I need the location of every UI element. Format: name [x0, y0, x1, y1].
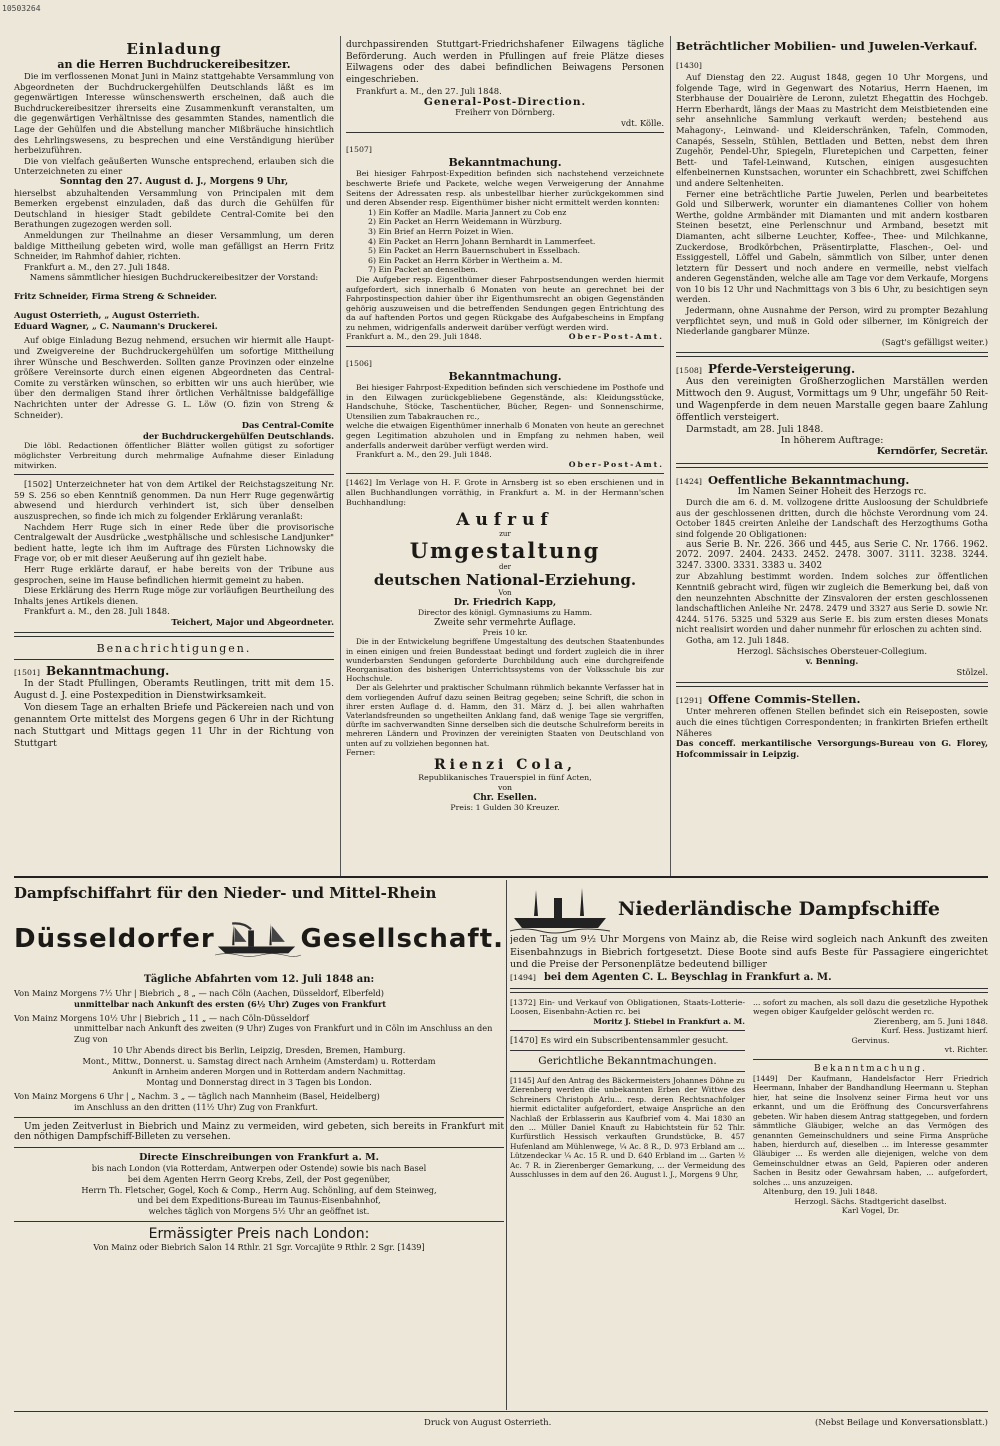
book-price: Preis 10 kr.	[482, 627, 528, 637]
ad-1502-text: Nachdem Herr Ruge sich in einer Rede über die provisorische Centralgewalt der Ausdrücke „westphälische und schlesische Landjunker" bedient hatte, legte ich ihm im Auftrage des Fürsten Lichnowsky die Frage vor, ob er mit dieser Aeußerung auf ihn gezielt habe.	[14, 521, 334, 564]
column-3	[676, 40, 988, 878]
ad-title: Bekanntmachung.	[448, 370, 562, 384]
steamship-ad-right	[510, 880, 988, 1410]
place-date: Frankfurt a. M., den 28. Juli 1848.	[24, 606, 170, 617]
divider	[510, 1050, 745, 1051]
ad-title: Bekanntmachung.	[814, 1064, 927, 1075]
ad-1502-text: Diese Erklärung des Herrn Ruge möge zur vorläufigen Beurtheilung des Inhalts jenes Artikels dienen.	[14, 585, 334, 606]
ad-1145-text: [1145] Auf den Antrag des Bäckermeisters Johannes Döhne zu Zierenberg werden die unbekannten Erben der Wittwe des Schreiners Christoph Arlu... resp. deren Rechtsnachfolger hiermit edictaliter aufgefordert, etwaige Ansprüche an den Nachlaß der Erblasserin aus Kaufbrief vom 4. Mai 1830 an den ... Müller Daniel Knauft zu Habichtstein für 52 Thlr. Kurfürstlich Hessisch verkauften Grundstücke, B. 457 Hufenland am Mühlenwege, ¼ Ac. 8 R., D. 973 Erbland am ... Lützendeckar ¼ Ac. 15 R. und D. 640 Erbland im ... Garten ½ Ac. 7 R. in Zierenberger Gemarkung, ... der Vermeidung des Ausschlusses in dem auf den 26. August l. J., Morgens 9 Uhr,	[510, 1075, 745, 1179]
ad-subtitle: Tägliche Abfahrten vom 12. Juli 1848 an:	[143, 974, 375, 985]
book-title-small: zur	[499, 530, 511, 539]
signature: Ober-Post-Amt.	[568, 332, 664, 342]
book-edition: Zweite sehr vermehrte Auflage.	[434, 617, 576, 628]
list-item: 4) Ein Packet an Herrn Johann Bernhardt in Lammerfeet.	[368, 236, 596, 246]
einladung-body: Anmeldungen zur Theilnahme an dieser Versammlung, um deren baldige Mittheilung gebeten wird, wolle man gefälligst an Herrn Fritz Schneider, im Rahmhof dahier, richten.	[14, 229, 334, 262]
section-divider	[14, 876, 988, 878]
book-subtitle: Republikanisches Trauerspiel in fünf Acten,	[418, 773, 592, 783]
list-item: 5) Ein Packet an Herrn Bauernschubert in Esselbach.	[368, 246, 580, 256]
signature: Eduard Wagner, „ C. Naumann's Druckerei.	[14, 320, 218, 331]
signature: vt. Richter.	[944, 1045, 988, 1055]
ad-agent: bei dem Agenten C. L. Beyschlag in Frankfurt a. M.	[543, 971, 832, 983]
continued-text: durchpassirenden Stuttgart-Friedrichshafener Eilwagens tägliche Beförderung. Auch werden in Pfullingen auf freie Plätze dieses Eilwagens oder des dabei befindlichen Beiwagens Personen eingeschrieben.	[346, 40, 664, 85]
signature: Das Central-Comite	[241, 420, 334, 431]
ad-1507-text: Bei hiesiger Fahrpost-Expedition befinden sich nachstehend verzeichnete beschwerte Briefe und Packete, welche wegen Verweigerung der Annahme Seitens der Adressaten resp. als unbestellbar hierher zurückgekommen sind und deren Absender resp. Eigenthümer bisher nicht ermittelt werden konnten:	[346, 169, 664, 208]
book-desc: Der als Gelehrter und praktischer Schulmann rühmlich bekannte Verfasser hat in dem vorliegenden Aufruf dazu seinen Beitrag gegeben; seine Schrift, die schon in ihrer ersten Auflage d. d. Hamm, den 31. März d. J. bei allen wahrhaften Vaterlandsfreunden so ungetheilten Anklang fand, daß wenige Tage sie vergriffen, dürfte im sachverwandten Sinne derselben sich die deutsche Schulreform bereits in mehreren Ländern und Provinzen der vereinigten Staaten von Deutschland von unten auf zu vollziehen begonnen hat.	[346, 683, 664, 748]
ad-number: [1291]	[676, 696, 702, 706]
printer-line: Druck von August Osterrieth.	[424, 1418, 552, 1428]
column-1	[14, 40, 334, 878]
book-author-role: Director des königl. Gymnasiums zu Hamm.	[417, 608, 593, 618]
timetable-row: unmittelbar nach Ankunft des ersten (6½ Uhr) Zuges von Frankfurt	[74, 998, 387, 1009]
signature: vdt. Kölle.	[621, 117, 664, 128]
book-title: deutschen National-Erziehung.	[373, 571, 637, 590]
ad-note: Um jeden Zeitverlust in Biebrich und Mainz zu vermeiden, wird gebeten, sich bereits in Frankfurt mit den nöthigen Dampfschiff-Billeten zu versehen.	[14, 1121, 504, 1143]
ad-big-title: Düsseldorfer	[14, 924, 215, 954]
ad-number: [1494]	[510, 972, 536, 982]
steamship-ad-left	[14, 880, 504, 1410]
signature: Stölzel.	[956, 666, 988, 677]
signature: Moritz J. Stiebel in Frankfurt a. M.	[593, 1016, 745, 1026]
ad-text: ... sofort zu machen, als soll dazu die gesetzliche Hypothek wegen obiger Kaufgelder gelöscht werden rc.	[753, 997, 988, 1017]
signature: August Osterrieth, „ August Osterrieth.	[14, 310, 200, 321]
timetable-row: Montag und Donnerstag direct in 3 Tagen bis London.	[146, 1077, 372, 1088]
book-title-small: der	[499, 563, 511, 572]
einladung-date: Sonntag den 27. August d. J., Morgens 9 Uhr,	[59, 176, 289, 187]
book-author: Dr. Friedrich Kapp,	[453, 597, 557, 609]
book-title: Rienzi Cola,	[434, 757, 576, 774]
timetable-row: Von Mainz Morgens 6 Uhr | „ Nachm. 3 „ — täglich nach Mannheim (Basel, Heidelberg)	[14, 1091, 380, 1102]
ad-heading: Dampfschiffahrt für den Nieder- und Mittel-Rhein	[14, 884, 437, 902]
timetable-row: Von Mainz Morgens 10½ Uhr | Biebrich „ 11 „ — nach Cöln-Düsseldorf	[14, 1012, 309, 1023]
signature: v. Benning.	[805, 656, 859, 667]
divider	[510, 1030, 745, 1031]
divider	[510, 988, 988, 993]
ad-price-title: Ermässigter Preis nach London:	[148, 1225, 370, 1242]
timetable-row: Von Mainz Morgens 7½ Uhr | Biebrich „ 8 „ — nach Cöln (Aachen, Düsseldorf, Elberfeld)	[14, 988, 384, 998]
divider	[346, 132, 664, 133]
signature: der Buchdruckergehülfen Deutschlands.	[143, 430, 334, 441]
book-desc: Die in der Entwickelung begriffene Umgestaltung des deutschen Staatenbundes in einen einigen und freien Bundesstaat bedingt und fordert zugleich die in ihrer wunderbarsten Sendungen geforderte Durchbildung auch eine durchgreifende Reorganisation des bisherigen Unterrichtssystems von der Volksschule bis zur Hochschule.	[346, 637, 664, 684]
timetable-row: unmittelbar nach Ankunft des zweiten (9 Uhr) Zuges von Frankfurt und in Cöln im Anschluss an den Zug von	[74, 1023, 493, 1045]
column-2	[346, 40, 664, 878]
book-author: Chr. Esellen.	[473, 792, 537, 803]
place-date: Darmstadt, am 28. Juli 1848.	[686, 424, 824, 436]
ad-1424-text: zur Abzahlung bestimmt worden. Indem solches zur öffentlichen Kenntniß gebracht wird, fügen wir zugleich die Bemerkung bei, daß von den neunzehnten Abschnitte der Zinsvaloren der ersten geschlossenen landschaftlichen Anleihe Nr. 2478. 2479 und 3327 aus Serie D. sowie Nr. 4244. 5176. 5325 und 5329 aus Serie E. bis zum ersten dieses Monats nicht realisirt worden und daher nunmehr für erloschen zu achten sind.	[676, 571, 988, 635]
divider	[14, 1117, 504, 1118]
ad-1430-text: Ferner eine beträchtliche Partie Juwelen, Perlen und bearbeitetes Gold und Silberwerk, worunter ein diamantenes Collier von hohem Werthe, goldne Armbänder mit Diamanten und mit andern kostbaren Steinen besetzt, eine Perlenschnur und Armband, besetzt mit Diamanten, acht silberne Leuchter, Koffee-, Thee- und Milchkanne, Zuckerdose, Brodkörbchen, Präsentirplatte, Flaschen-, Oel- und Essiggestell, Löffel und Gabeln, sämmtlich von Silber, unter denen letztern für Dessert und noch andere en vermeille, nebst vielfach anderen Gegenständen, welche alle am Tage vor dem Verkaufe, Morgens von 10 bis 12 Uhr und Nachmittags von 3 bis 6 Uhr, zu besichtigen seyn werden.	[676, 188, 988, 305]
ad-1424-text: Im Namen Seiner Hoheit des Herzogs rc.	[737, 486, 927, 497]
einladung-body: Die von vielfach geäußerten Wunsche entsprechend, erlauben sich die Unterzeichneten zu einer	[14, 155, 334, 177]
divider	[346, 473, 664, 474]
timetable-row: 10 Uhr Abends direct bis Berlin, Leipzig, Dresden, Bremen, Hamburg.	[112, 1044, 406, 1055]
divider	[676, 352, 988, 357]
ad-1502-text: Herr Ruge erklärte darauf, er habe bereits von der Tribune aus gesprochen, seine im Hause befindlichen hiermit gemeint zu haben.	[14, 563, 334, 585]
list-item: 2) Ein Packet an Herrn Weidemann in Würzburg.	[368, 217, 562, 227]
place-date: Frankfurt a. M., den 27. Juli 1848.	[24, 261, 170, 272]
ad-title: Pferde-Versteigerung.	[707, 362, 856, 377]
book-title: Aufruf	[456, 510, 554, 531]
place-date: Frankfurt a. M., den 29. Juli 1848.	[356, 450, 492, 460]
ad-line: bei dem Agenten Herrn Georg Krebs, Zeil, der Post gegenüber,	[127, 1173, 391, 1184]
ad-line: bis nach London (via Rotterdam, Antwerpen oder Ostende) sowie bis nach Basel	[91, 1162, 427, 1173]
divider	[14, 659, 334, 660]
ad-1506-text: welche die etwaigen Eigenthümer innerhalb 6 Monaten von heute an gerechnet gegen Legitimation abzuholen und in Empfang zu nehmen haben, weil anderfalls anderweit darüber verfügt werden wird.	[346, 421, 664, 450]
signature: Teichert, Major und Abgeordneter.	[171, 616, 334, 627]
ad-title: Bekanntmachung.	[448, 156, 562, 170]
bottom-ads	[14, 880, 988, 1410]
divider	[14, 632, 334, 637]
ad-number: [1424]	[676, 476, 702, 486]
footer-rule	[14, 1411, 988, 1412]
place-date: Zierenberg, am 5. Juni 1848.	[873, 1016, 988, 1026]
divider	[14, 1147, 504, 1148]
place-date: Frankfurt a. M., den 29. Juli 1848.	[346, 332, 482, 342]
book-title-small: Von	[498, 589, 512, 598]
ad-1424-text: Durch die am 6. d. M. vollzogene dritte Ausloosung der Schuldbriefe aus der geschlossenen dritten, durch die höchste Verordnung vom 24. October 1845 creirten Anleihe der Landschaft des Herzogthums Gotha sind folgende 20 Obligationen:	[676, 497, 988, 539]
column-rule	[340, 36, 341, 878]
ad-1508-text: Aus den vereinigten Großherzoglichen Marställen werden Mittwoch den 9. August, Vormittags um 9 Uhr, ungefähr 50 Reit- und Wagenpferde in dem neuen Marstalle gegen baare Zahlung öffentlich versteigert.	[676, 376, 988, 424]
ad-heading: Niederländische Dampfschiffe	[618, 898, 941, 920]
ad-number: [1430]	[676, 61, 702, 70]
ad-number: [1507]	[346, 145, 372, 155]
ad-1462-text: [1462] Im Verlage von H. F. Grote in Arnsberg ist so eben erschienen und in allen Buchhandlungen vorräthig, in Frankfurt a. M. in der Hermann'schen Buchhandlung:	[346, 478, 664, 507]
book-price: Preis: 1 Gulden 30 Kreuzer.	[450, 802, 560, 812]
signature: Gervinus.	[851, 1035, 890, 1045]
ad-subheading: Directe Einschreibungen von Frankfurt a. M.	[139, 1151, 379, 1163]
ad-1501-text: In der Stadt Pfullingen, Oberamts Reutlingen, tritt mit dem 15. August d. J. eine Postexpedition in Dienstwirksamkeit.	[14, 678, 334, 702]
ad-big-title: Gesellschaft.	[300, 924, 504, 954]
column-rule	[670, 36, 671, 878]
steamship-icon	[510, 884, 610, 934]
book-ferner: Ferner:	[346, 747, 376, 757]
timetable-row: Ankunft in Arnheim anderen Morgen und in Rotterdam andern Nachmittag.	[112, 1066, 406, 1076]
ad-line: Herrn Th. Fletscher, Gogel, Koch & Comp., Herrn Aug. Schönling, auf dem Steinweg,	[81, 1184, 437, 1195]
ad-number: [1506]	[346, 359, 372, 369]
ad-1507-text: Die Aufgeber resp. Eigenthümer dieser Fahrpostsendungen werden hiermit aufgefordert, sich innerhalb 6 Monaten von heute an gerechnet bei der Fahrpostinspection dahier über ihr Eigenthumsrecht an obigen Gegenständen gehörig auszuweisen und die betreffenden Sendungen gegen Entrichtung des da auf haftenden Portos und gegen Rückgabe des Aufgabescheins in Empfang zu nehmen, widrigenfalls anderweit darüber verfügt werden wird.	[346, 274, 664, 332]
einladung-body: hierselbst abzuhaltenden Versammlung von Principalen mit dem Bemerken ergebenst einzuladen, daß das durch die Gehülfen für Deutschland in hiesiger Stadt gebildete Central-Comite bei den Berathungen zugezogen werden soll.	[14, 187, 334, 230]
list-item: 6) Ein Packet an Herrn Körber in Wertheim a. M.	[368, 255, 563, 265]
signature: Herzogl. Sächsisches Obersteuer-Collegium.	[737, 645, 927, 656]
einladung-body: Die im verflossenen Monat Juni in Mainz stattgehabte Versammlung von Abgeordneten der Buchdruckergehülfen Deutschlands läßt es im gegenwärtigen Interesse wünschenswerth erscheinen, daß auch die Buchdruckereibesitzer ihrerseits eine Zusammenkunft veranstalten, um die gegenwärtigen Verhältnisse des gesammten Standes, namentlich die Lage der Gehülfen und die Abstellung mancher Mißbräuche hinsichtlich des Lehrlingswesens, zu besprechen und eine Verständigung hierüber herbeizuführen.	[14, 71, 334, 156]
einladung-subtitle: an die Herren Buchdruckereibesitzer.	[57, 58, 291, 71]
book-title: Umgestaltung	[409, 538, 601, 564]
bond-series: aus Serie B. Nr. 226. 366 und 445, aus Serie C. Nr. 1766. 1962. 2072. 2097. 2404. 2433. 2452. 2478. 3007. 3111. 3238. 3244. 3247. 3300. 3331. 3383 u. 3402	[676, 539, 988, 571]
book-title-small: von	[497, 783, 513, 792]
timetable	[14, 988, 504, 1113]
signature-intro: Namens sämmtlicher hiesigen Buchdruckereibesitzer der Vorstand:	[29, 272, 319, 283]
ad-text: jeden Tag um 9½ Uhr Morgens von Mainz ab, die Reise wird sogleich nach Ankunft des zweiten Eisenbahnzugs in Biebrich fortgesetzt. Diese Boote sind aufs Beste für Passagiere eingerichtet und die Preise der Personenplätze bedeutend billiger	[510, 934, 988, 970]
ad-1501-text: Von diesem Tage an erhalten Briefe und Päckereien nach und von genanntem Orte mittelst des Morgens gegen 6 Uhr in der Richtung nach Stuttgart und Mittags gegen 11 Uhr in der Richtung von Stuttgart	[14, 702, 334, 750]
footer	[14, 1416, 988, 1436]
ad-1449-text: [1449] Der Kaufmann, Handelsfactor Herr Friedrich Heermann, Inhaber der Bandhandlung Heermann u. Stephan hier, hat seine die Insolvenz seiner Firma heut vor uns erkannt, und um die Eröffnung des Concursverfahrens gebeten. Wir haben diesem Antrag stattgegeben, und fordern sämmtliche Gläubiger, welche an das Vermögen des genannten Gemeinschuldners und seine Firma Ansprüche haben, hierdurch auf, dieselben ... im Interesse gesammter Gläubiger ... Es werden alle diejenigen, welche von dem Gemeinschuldner etwas an Geld, Papieren oder anderen Sachen in Besitz oder Gewahrsam haben, ... aufgefordert, solches ... uns anzuzeigen.	[753, 1074, 988, 1187]
ad-note: (Sagt's gefälligst weiter.)	[881, 336, 988, 347]
item-list	[346, 208, 664, 275]
ad-1470-text: [1470] Es wird ein Subscribentensammler gesucht.	[510, 1035, 729, 1046]
list-item: 7) Ein Packet an denselben.	[368, 265, 479, 275]
archive-stamp: 10503264	[2, 4, 41, 13]
note: Die löbl. Redactionen öffentlicher Blätter wollen gütigst zu sofortiger möglichster Verbreitung durch mehrmalige Aufnahme dieser Einladung mitwirken.	[14, 441, 334, 470]
list-item: 1) Ein Koffer an Madlle. Maria Jannert zu Cob enz	[368, 207, 567, 217]
einladung-body: Auf obige Einladung Bezug nehmend, ersuchen wir hiermit alle Haupt- und Zweigvereine der Buchdruckergehülfen um sofortige Mittheilung ihrer Wünsche und Beschwerden. Sollten ganze Provinzen oder einzelne größere Vereinsorte durch einen eigenen Abgeordneten das Central-Comite zu verstärken wünschen, so erbitten wir uns auch hierüber, wie über den dermaligen Stand ihrer örtlichen Verhältnisse baldgefällige Nachrichten unter der Adresse G. L. Löw (O. fizin von Streng & Schneider).	[14, 335, 334, 420]
signature: Freiherr von Dörnberg.	[455, 107, 555, 118]
divider	[676, 463, 988, 468]
ad-title: Offene Commis-Stellen.	[707, 692, 861, 707]
section-heading: Gerichtliche Bekanntmachungen.	[538, 1054, 717, 1067]
timetable-row: im Anschluss an den dritten (11½ Uhr) Zug von Frankfurt.	[74, 1101, 319, 1112]
ad-number: [1501]	[14, 668, 40, 678]
ad-1372-text: [1372] Ein- und Verkauf von Obligationen, Staats-Lotterie-Loosen, Eisenbahn-Actien rc. bei	[510, 997, 745, 1017]
place-date: Frankfurt a. M., den 27. Juli 1848.	[356, 86, 502, 96]
section-heading: Benachrichtigungen.	[96, 642, 252, 656]
einladung-title: Einladung	[126, 40, 222, 58]
ad-number: [1508]	[676, 366, 702, 376]
signature: General-Post-Direction.	[423, 95, 587, 108]
signature: Kerndörfer, Secretär.	[876, 446, 988, 458]
ad-1430-text: Jedermann, ohne Ausnahme der Person, wird zu prompter Bezahlung verpflichtet seyn, und muß in Gold oder silberner, im Königreich der Niederlande gangbarer Münze.	[676, 305, 988, 337]
ad-title: Oeffentliche Bekanntmachung.	[707, 472, 910, 487]
ad-1502-text: [1502] Unterzeichneter hat von dem Artikel der Reichstagszeitung Nr. 59 S. 256 so eben Kenntniß genommen. Da nun Herr Ruge gegenwärtig abwesend und hierdurch verhindert ist, sich über denselben auszusprechen, so finde ich mich zu folgender Erklärung veranlaßt:	[14, 479, 334, 521]
supplement-note: (Nebst Beilage und Konversationsblatt.)	[815, 1418, 988, 1428]
ad-1291-text: Unter mehreren offenen Stellen befindet sich ein Reiseposten, sowie auch die eines tüchtigen Correspondenten; in frankirten Briefen ertheilt Näheres	[676, 706, 988, 738]
divider	[14, 1221, 504, 1222]
list-item: 3) Ein Brief an Herrn Poizet in Wien.	[368, 226, 514, 236]
ad-line: welches täglich von Morgens 5½ Uhr an geöffnet ist.	[148, 1206, 370, 1217]
signature: Ober-Post-Amt.	[568, 459, 664, 469]
ad-title: Beträchtlicher Mobilien- und Juwelen-Verkauf.	[676, 40, 978, 53]
column-rule	[506, 880, 507, 1410]
signature: Kurf. Hess. Justizamt hierf.	[881, 1026, 988, 1036]
divider	[676, 682, 988, 687]
divider	[346, 346, 664, 347]
place-date: Altenburg, den 19. Juli 1848.	[763, 1186, 878, 1196]
signature: Das conceff. merkantilische Versorgungs-Bureau von G. Florey, Hofcommissair in Leipzig.	[676, 738, 988, 759]
place-date: Gotha, am 12. Juli 1848.	[686, 634, 790, 645]
ad-1430-text: Auf Dienstag den 22. August 1848, gegen 10 Uhr Morgens, und folgende Tage, wird in Gegenwart des Notarius, Herrn Haenen, im Sterbhause der Douairière de Leronn, zuletzt Ehegattin des Hochgeb. Herrn Eberhardt, längs der Maas zu Mastricht dem Meistbietenden eine sehr ansehnliche Sammlung verkauft werden; bestehend aus Mahagony-, Leinwand- und Kleiderschränken, Tafeln, Commoden, Canapés, Sesseln, Stühlen, Bettladen und Betten, nebst dem ihren Zugehör, Pendel-Uhr, Spiegeln, Fluretepichen und Carpetten, feiner Bett- und Tafel-Leinwand, Kutschen, einigen ausgesuchten elfenbeinernen Kunstsachen, worunter ein Schachbrett, zwei Schiffchen und andere Seltenheiten.	[676, 72, 988, 188]
ad-1506-text: Bei hiesiger Fahrpost-Expedition befinden sich verschiedene im Posthofe und in den Eilwagen zurückgebliebene Gegenstände, als: Kleidungsstücke, Handschuhe, Stöcke, Taschentücher, Bücher, Regen- und Sonnenschirme, Utensilien zum Tabakrauchen rc.,	[346, 383, 664, 421]
divider	[510, 1071, 745, 1072]
ad-price-line: Von Mainz oder Biebrich Salon 14 Rthlr. 21 Sgr. Vorcajüte 9 Rthlr. 2 Sgr. [1439]	[93, 1241, 425, 1252]
steamship-icon	[215, 904, 301, 974]
ad-title: Bekanntmachung.	[45, 664, 170, 679]
divider	[14, 474, 334, 475]
signature: Karl Vogel, Dr.	[841, 1206, 900, 1216]
signature-intro: In höherem Auftrage:	[780, 435, 884, 447]
divider	[753, 1059, 988, 1060]
signature: Fritz Schneider, Firma Streng & Schneider.	[14, 291, 217, 302]
signature: Herzogl. Sächs. Stadtgericht daselbst.	[794, 1196, 947, 1206]
timetable-row: Mont., Mittw., Donnerst. u. Samstag direct nach Arnheim (Amsterdam) u. Rotterdam	[82, 1055, 436, 1066]
ad-line: und bei dem Expeditions-Bureau im Taunus-Eisenbahnhof,	[137, 1195, 381, 1206]
